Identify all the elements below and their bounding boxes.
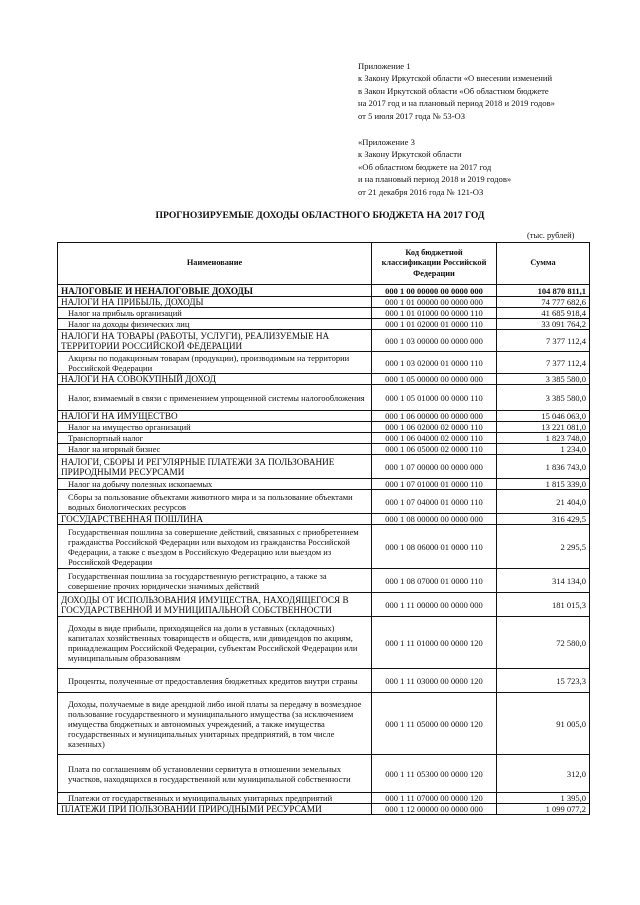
table-body [58, 285, 590, 815]
table-row [58, 693, 590, 755]
table-row [58, 444, 590, 455]
row-code: 000 1 07 04000 01 0000 110 [372, 490, 497, 514]
annex-line: и на плановый период 2018 и 2019 годов» [358, 174, 512, 185]
row-name: Налог на добычу полезных ископаемых [58, 479, 372, 490]
table-row [58, 374, 590, 385]
row-name: Транспортный налог [58, 433, 372, 444]
annex-line: в Закон Иркутской области «Об областном бюджете [358, 85, 549, 96]
annex-line: «Об областном бюджете на 2017 год [358, 161, 492, 172]
table-row [58, 385, 590, 411]
row-name: ГОСУДАРСТВЕННАЯ ПОШЛИНА [58, 514, 372, 525]
row-sum: 1 836 743,0 [497, 455, 590, 479]
row-code: 000 1 07 00000 00 0000 000 [372, 455, 497, 479]
row-code: 000 1 05 01000 00 0000 110 [372, 385, 497, 411]
row-name: Плата по соглашениям об установлении сервитута в отношении земельных участков, находящихся в государственной или муниципальной собственности [58, 755, 372, 793]
row-code: 000 1 08 07000 01 0000 110 [372, 569, 497, 593]
row-code: 000 1 11 07000 00 0000 120 [372, 793, 497, 804]
row-name: Платежи от государственных и муниципальных унитарных предприятий [58, 793, 372, 804]
row-name: Государственная пошлина за государственную регистрацию, а также за совершение прочих юридически значимых действий [58, 569, 372, 593]
row-code: 000 1 08 00000 00 0000 000 [372, 514, 497, 525]
row-code: 000 1 07 01000 01 0000 110 [372, 479, 497, 490]
row-name: ДОХОДЫ ОТ ИСПОЛЬЗОВАНИЯ ИМУЩЕСТВА, НАХОДЯЩЕГОСЯ В ГОСУДАРСТВЕННОЙ И МУНИЦИПАЛЬНОЙ СОБСТВЕННОСТИ [58, 593, 372, 617]
row-sum: 7 377 112,4 [497, 330, 590, 352]
row-code: 000 1 11 00000 00 0000 000 [372, 593, 497, 617]
row-name: НАЛОГИ НА ПРИБЫЛЬ, ДОХОДЫ [58, 297, 372, 308]
row-name: ПЛАТЕЖИ ПРИ ПОЛЬЗОВАНИИ ПРИРОДНЫМИ РЕСУРСАМИ [58, 804, 372, 815]
annex-line: к Закону Иркутской области «О внесении изменений [358, 73, 553, 84]
row-code: 000 1 01 02000 01 0000 110 [372, 319, 497, 330]
table-row [58, 352, 590, 374]
row-sum: 33 091 764,2 [497, 319, 590, 330]
table-row [58, 330, 590, 352]
table-row [58, 514, 590, 525]
table-row [58, 479, 590, 490]
annex-line: от 21 декабря 2016 года № 121-ОЗ [358, 186, 484, 197]
row-name: Государственная пошлина за совершение действий, связанных с приобретением гражданства Российской Федерации или выходом из гражданства Российской Федерации, а также с въездом в Российскую Федерацию или выездом из Российской Федерации [58, 525, 372, 569]
row-name: Налог на имущество организаций [58, 422, 372, 433]
row-code: 000 1 11 03000 00 0000 120 [372, 669, 497, 693]
row-name: Доходы в виде прибыли, приходящейся на доли в уставных (складочных) капиталах хозяйственных товариществ и обществ, или дивидендов по акциям, принадлежащим Российской Федерации, субъектам Российской Федерации или муниципальным образованиям [58, 617, 372, 669]
annex-line: Приложение 1 [358, 61, 411, 71]
row-sum: 7 377 112,4 [497, 352, 590, 374]
row-code: 000 1 01 01000 00 0000 110 [372, 308, 497, 319]
row-sum: 181 015,3 [497, 593, 590, 617]
row-name: Налог на прибыль организаций [58, 308, 372, 319]
row-name: Налог, взимаемый в связи с применением упрощенной системы налогообложения [58, 385, 372, 411]
row-sum: 3 385 580,0 [497, 385, 590, 411]
row-code: 000 1 06 05000 02 0000 110 [372, 444, 497, 455]
annex-1-block [358, 60, 628, 122]
row-code: 000 1 06 00000 00 0000 000 [372, 411, 497, 422]
table-header-row [58, 243, 590, 285]
row-name: НАЛОГОВЫЕ И НЕНАЛОГОВЫЕ ДОХОДЫ [58, 285, 372, 297]
row-code: 000 1 11 05000 00 0000 120 [372, 693, 497, 755]
units-label: (тыс. рублей) [527, 231, 575, 240]
row-sum: 1 234,0 [497, 444, 590, 455]
row-name: Акцизы по подакцизным товарам (продукции), производимым на территории Российской Федерации [58, 352, 372, 374]
table-row [58, 411, 590, 422]
row-name: Доходы, получаемые в виде арендной либо иной платы за передачу в возмездное пользование государственного и муниципального имущества (за исключением имущества бюджетных и автономных учреждений, а также имущества государственных и муниципальных унитарных предприятий, в том числе казенных) [58, 693, 372, 755]
table-row [58, 422, 590, 433]
table-row [58, 297, 590, 308]
row-name: НАЛОГИ, СБОРЫ И РЕГУЛЯРНЫЕ ПЛАТЕЖИ ЗА ПОЛЬЗОВАНИЕ ПРИРОДНЫМИ РЕСУРСАМИ [58, 455, 372, 479]
annex-line: на 2017 год и на плановый период 2018 и 2019 годов» [358, 98, 555, 109]
row-code: 000 1 00 00000 00 0000 000 [372, 285, 497, 297]
row-name: Сборы за пользование объектами животного мира и за пользование объектами водных биологических ресурсов [58, 490, 372, 514]
row-sum: 1 099 077,2 [497, 804, 590, 815]
row-sum: 1 815 339,0 [497, 479, 590, 490]
row-code: 000 1 12 00000 00 0000 000 [372, 804, 497, 815]
row-sum: 3 385 580,0 [497, 374, 590, 385]
table-row [58, 319, 590, 330]
row-name: Налог на игорный бизнес [58, 444, 372, 455]
table-row [58, 755, 590, 793]
document-title: ПРОГНОЗИРУЕМЫЕ ДОХОДЫ ОБЛАСТНОГО БЮДЖЕТА НА 2017 ГОД [155, 210, 485, 221]
row-sum: 314 134,0 [497, 569, 590, 593]
row-code: 000 1 11 05300 00 0000 120 [372, 755, 497, 793]
table-row [58, 793, 590, 804]
header-code: Код бюджетной классификации Российской Федерации [372, 243, 497, 285]
table-row [58, 617, 590, 669]
row-sum: 316 429,5 [497, 514, 590, 525]
row-name: НАЛОГИ НА ТОВАРЫ (РАБОТЫ, УСЛУГИ), РЕАЛИЗУЕМЫЕ НА ТЕРРИТОРИИ РОССИЙСКОЙ ФЕДЕРАЦИИ [58, 330, 372, 352]
table-row [58, 285, 590, 297]
row-sum: 13 221 081,0 [497, 422, 590, 433]
row-code: 000 1 05 00000 00 0000 000 [372, 374, 497, 385]
table-row [58, 804, 590, 815]
row-sum: 15 723,3 [497, 669, 590, 693]
annex-line: к Закону Иркутской области [358, 149, 462, 160]
table-row [58, 308, 590, 319]
row-name: НАЛОГИ НА ИМУЩЕСТВО [58, 411, 372, 422]
table-row [58, 433, 590, 444]
row-code: 000 1 06 04000 02 0000 110 [372, 433, 497, 444]
row-code: 000 1 03 02000 01 0000 110 [372, 352, 497, 374]
row-name: НАЛОГИ НА СОВОКУПНЫЙ ДОХОД [58, 374, 372, 385]
revenue-table [57, 242, 590, 815]
annex-line: «Приложение 3 [358, 137, 415, 147]
table-row [58, 490, 590, 514]
annex-line: от 5 июля 2017 года № 53-ОЗ [358, 110, 466, 121]
header-sum: Сумма [497, 243, 590, 285]
row-code: 000 1 01 00000 00 0000 000 [372, 297, 497, 308]
table-row [58, 455, 590, 479]
row-sum: 312,0 [497, 755, 590, 793]
row-sum: 41 685 918,4 [497, 308, 590, 319]
annex-3-block [358, 136, 628, 198]
table-row [58, 593, 590, 617]
row-sum: 15 046 063,0 [497, 411, 590, 422]
table-row [58, 669, 590, 693]
row-sum: 91 005,0 [497, 693, 590, 755]
row-code: 000 1 11 01000 00 0000 120 [372, 617, 497, 669]
row-sum: 74 777 682,6 [497, 297, 590, 308]
table-row [58, 525, 590, 569]
row-sum: 1 395,0 [497, 793, 590, 804]
row-code: 000 1 03 00000 00 0000 000 [372, 330, 497, 352]
row-sum: 72 580,0 [497, 617, 590, 669]
row-name: Проценты, полученные от предоставления бюджетных кредитов внутри страны [58, 669, 372, 693]
row-code: 000 1 08 06000 01 0000 110 [372, 525, 497, 569]
header-name: Наименование [58, 243, 372, 285]
row-name: Налог на доходы физических лиц [58, 319, 372, 330]
row-code: 000 1 06 02000 02 0000 110 [372, 422, 497, 433]
table-row [58, 569, 590, 593]
row-sum: 2 295,5 [497, 525, 590, 569]
row-sum: 104 870 811,1 [497, 285, 590, 297]
row-sum: 21 404,0 [497, 490, 590, 514]
row-sum: 1 823 748,0 [497, 433, 590, 444]
